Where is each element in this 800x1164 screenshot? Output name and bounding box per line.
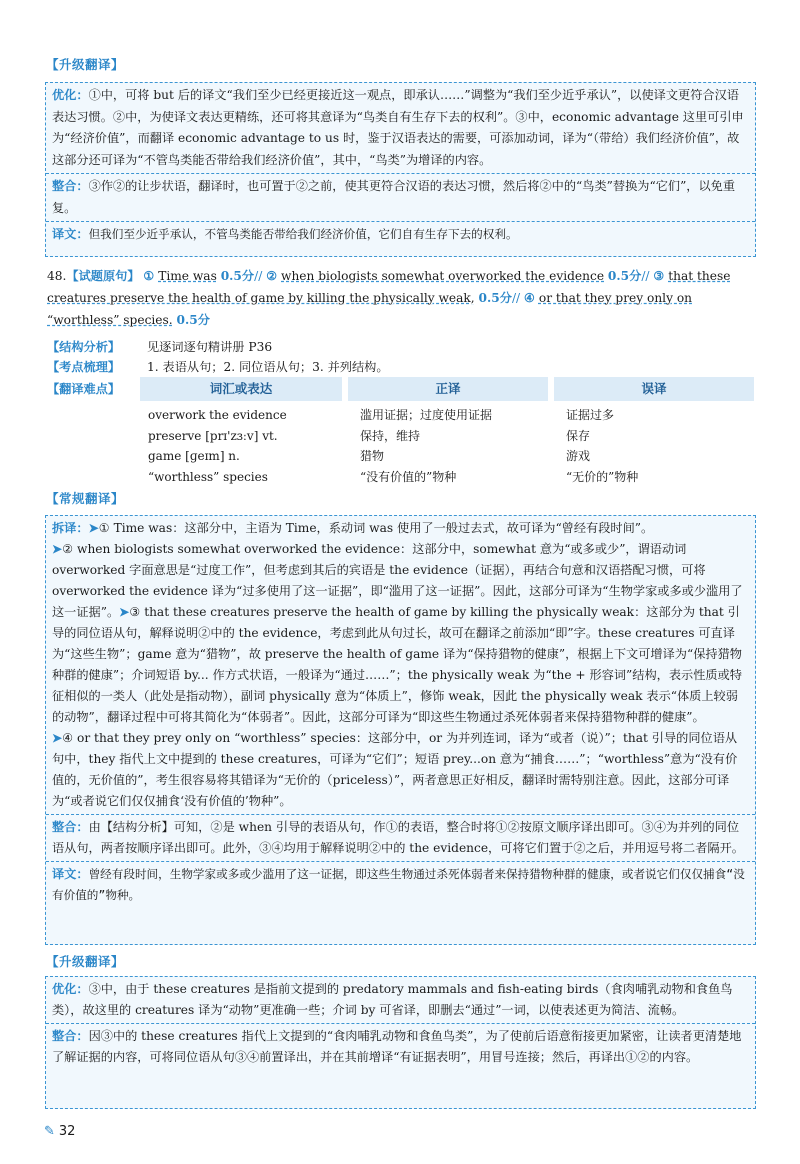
bottom-zhenghe-text: 因③中的 these creatures 指代上文提到的“食肉哺乳动物和食鱼鸟类”，为了使前后语意衔接更加紧密，让读者更清楚地了解证据的内容，可将同位语从句③④前置译出，并在其前增译“有证据表明”，用冒号连接；然后，再译出①②的内容。 [52,1029,742,1064]
page-footer [44,1124,75,1139]
split-4: ④ or that they prey only on “worthless” species：这部分中，or 为并列连词，译为“或者（说）”；that 引导的同位语从句中，they 指代上文中提到的 these creatures，可译为“它们”；短语 prey...on 意为“捕食……”；“worthless”意为“没有价值的，无价值的”，考生很容易将其错译为“无价的（priceless）”，两者意思正好相反，翻译时需特别注意。因此，这部分可译为“或者说它们仅仅捕食‘没有价值的’物种”。 [52,731,738,808]
part4-text: or that they prey only on “worthless” species. [47,291,693,327]
sep3: // [511,291,521,305]
bottom-zhenghe-row [46,1023,755,1070]
bottom-zhenghe-label: 整合： [52,1029,89,1043]
part3-text: that these creatures preserve the health of game by killing the physically weak, [47,269,731,305]
split-3: ③ that these creatures preserve the health of game by killing the physically weak：这部分为 that 引导的同位语从句，解释说明②中的 the evidence，考虑到此从句过长，故可在翻译之前添加“即”字。these creatures 可直译为“这些生物”；game 意为“猎物”，故 preserve the health of game 译为“保持猎物的健康”，根据上下文可增译为“保持猎物种群的健康”；介词短语 by... 作方式状语，一般译为“通过……”；the physically weak 为“the + 形容词”结构，表示性质或特征相似的一类人（此处是指动物），副词 physically 意为“体质上”，修饰 weak，因此 the physically weak 表示“体质上较弱的动物”，翻译过程中可将其简化为“体弱者”。因此，这部分可译为“即这些生物通过杀死体弱者来保持猎物种群的健康”。 [52,605,742,724]
structure-label: 【结构分析】 [47,340,121,354]
regular-zhenghe-row [46,814,755,861]
part2-score: 0.5分 [607,269,642,283]
section-tag-upgrade-top: 【升级翻译】 [46,57,125,72]
split-2: ② when biologists somewhat overworked the evidence：这部分中，somewhat 意为“或多或少”，谓语动词 overworked 字面意思是“过度工作”，但考虑到其后的宾语是 the evidence（证据），再结合句意和汉语搭配习惯，可将 overworked the evidence 译为“过多使用了这一证据”，即“滥用了这一证据”。因此，这部分可译为“生物学家或多或少滥用了这一证据”。 [52,542,743,619]
section-tag-regular: 【常规翻译】 [46,491,125,506]
yiwen-row [46,221,755,248]
vocab-cell: “没有价值的”物种 [360,469,457,484]
youhua-row [46,83,755,173]
chaiyi-label: 拆译： [52,521,89,535]
arrow-icon: ➤ [52,542,63,556]
regular-zhenghe-label: 整合： [52,820,89,834]
test-points [47,357,389,377]
vocab-row [140,405,754,426]
original-sentence-tag: 【试题原句】 [66,269,140,283]
regular-yiwen-text: 曾经有段时间，生物学家或多或少滥用了这一证据，即这些生物通过杀死体弱者来保持猎物种群的健康，或者说它们仅仅捕食“没有价值的”物种。 [52,867,745,902]
difficulty [47,379,147,399]
arrow-icon: ➤ [52,731,63,745]
vocab-cell: 证据过多 [566,408,615,422]
vocab-header [140,377,754,401]
test-points-label: 【考点梳理】 [47,360,121,374]
vocab-header-correct: 正译 [348,377,548,401]
part1-score: 0.5分 [220,269,255,283]
part2-num: ② [266,269,278,283]
chaiyi-row [46,516,755,814]
section-tag-upgrade-bottom: 【升级翻译】 [46,954,125,969]
vocab-table [140,377,754,487]
bottom-youhua-label: 优化： [52,982,89,996]
part1-text: Time was [158,269,217,283]
page-number: 32 [58,1124,76,1139]
part2-text: when biologists somewhat overworked the evidence [281,269,605,283]
part4-score: 0.5分 [176,313,210,327]
regular-yiwen-label: 译文： [52,867,89,881]
yiwen-text: 但我们至少近乎承认，不管鸟类能否带给我们经济价值，它们自有生存下去的权利。 [88,227,518,241]
vocab-cell: “无价的”物种 [566,469,639,484]
structure-analysis [47,337,272,357]
vocab-row [140,446,754,467]
test-points-text: 1. 表语从句；2. 同位语从句；3. 并列结构。 [147,360,389,374]
regular-zhenghe-text: 由【结构分析】可知，②是 when 引导的表语从句，作①的表语，整合时将①②按原文顺序译出即可。③④为并列的同位语从句，两者按顺序译出即可。此外，③④均用于解释说明②中的 the evidence，可将它们置于②之后，并用逗号将二者隔开。 [52,820,744,855]
vocab-cell: game [ɡeɪm] n. [148,449,240,463]
question-48-original [47,265,759,331]
vocab-cell: 滥用证据；过度使用证据 [360,408,493,422]
vocab-row [140,467,754,488]
yiwen-label: 译文： [52,227,89,241]
book-icon: ✎ [44,1124,55,1139]
vocab-cell: 游戏 [566,449,591,463]
vocab-cell: 猎物 [360,449,385,463]
part3-num: ③ [653,269,665,283]
regular-yiwen-row [46,861,755,908]
zhenghe-text: ③作②的让步状语，翻译时，也可置于②之前，使其更符合汉语的表达习惯，然后将②中的“鸟类”替换为“它们”，以免重复。 [52,179,736,215]
sep1: // [254,269,263,283]
vocab-cell: 保存 [566,428,591,443]
zhenghe-row [46,173,755,221]
split-1: ① Time was：这部分中，主语为 Time，系动词 was 使用了一般过去式，故可译为“曾经有段时间”。 [98,521,654,535]
arrow-icon: ➤ [88,521,99,535]
youhua-label: 优化： [52,88,89,102]
part4-num: ④ [524,291,535,305]
sep2: // [641,269,650,283]
upgrade-box-bottom [45,976,756,1109]
regular-box [45,515,756,945]
question-number: 48. [47,269,67,283]
upgrade-box-top [45,82,756,257]
bottom-youhua-row [46,977,755,1023]
zhenghe-label: 整合： [52,179,89,193]
vocab-cell: “worthless” species [148,469,268,484]
arrow-icon: ➤ [119,605,130,619]
vocab-row [140,426,754,447]
vocab-header-expression: 词汇或表达 [140,377,342,401]
vocab-header-wrong: 误译 [554,377,754,401]
part3-score: 0.5分 [478,291,512,305]
vocab-cell: preserve [prɪ'zɜːv] vt. [148,428,278,443]
youhua-text: ①中，可将 but 后的译文“我们至少已经更接近这一观点，即承认……”调整为“我们至少近乎承认”，以使译文更符合汉语表达习惯。②中，为使译文表达更精练，还可将其意译为“鸟类自有生存下去的权利”。③中，economic advantage 这里可引申为“经济价值”，而翻译 economic advantage to us 时，鉴于汉语表达的需要，可添加动词，译为“（带给）我们经济价值”，故这部分还可译为“不管鸟类能否带给我们经济价值”，其中，“鸟类”为增译的内容。 [52,88,744,167]
bottom-youhua-text: ③中，由于 these creatures 是指前文提到的 predatory mammals and fish-eating birds（食肉哺乳动物和食鱼鸟类），故这里的 creatures 译为“动物”更准确一些；介词 by 可省译，即删去“通过”一词，以使表述更为简洁、流畅。 [52,982,733,1017]
difficulty-label: 【翻译难点】 [47,382,121,396]
vocab-cell: 保持，维持 [360,428,421,443]
structure-text: 见逐词逐句精讲册 P36 [147,340,273,354]
vocab-cell: overwork the evidence [148,408,287,422]
part1-num: ① [143,269,155,283]
